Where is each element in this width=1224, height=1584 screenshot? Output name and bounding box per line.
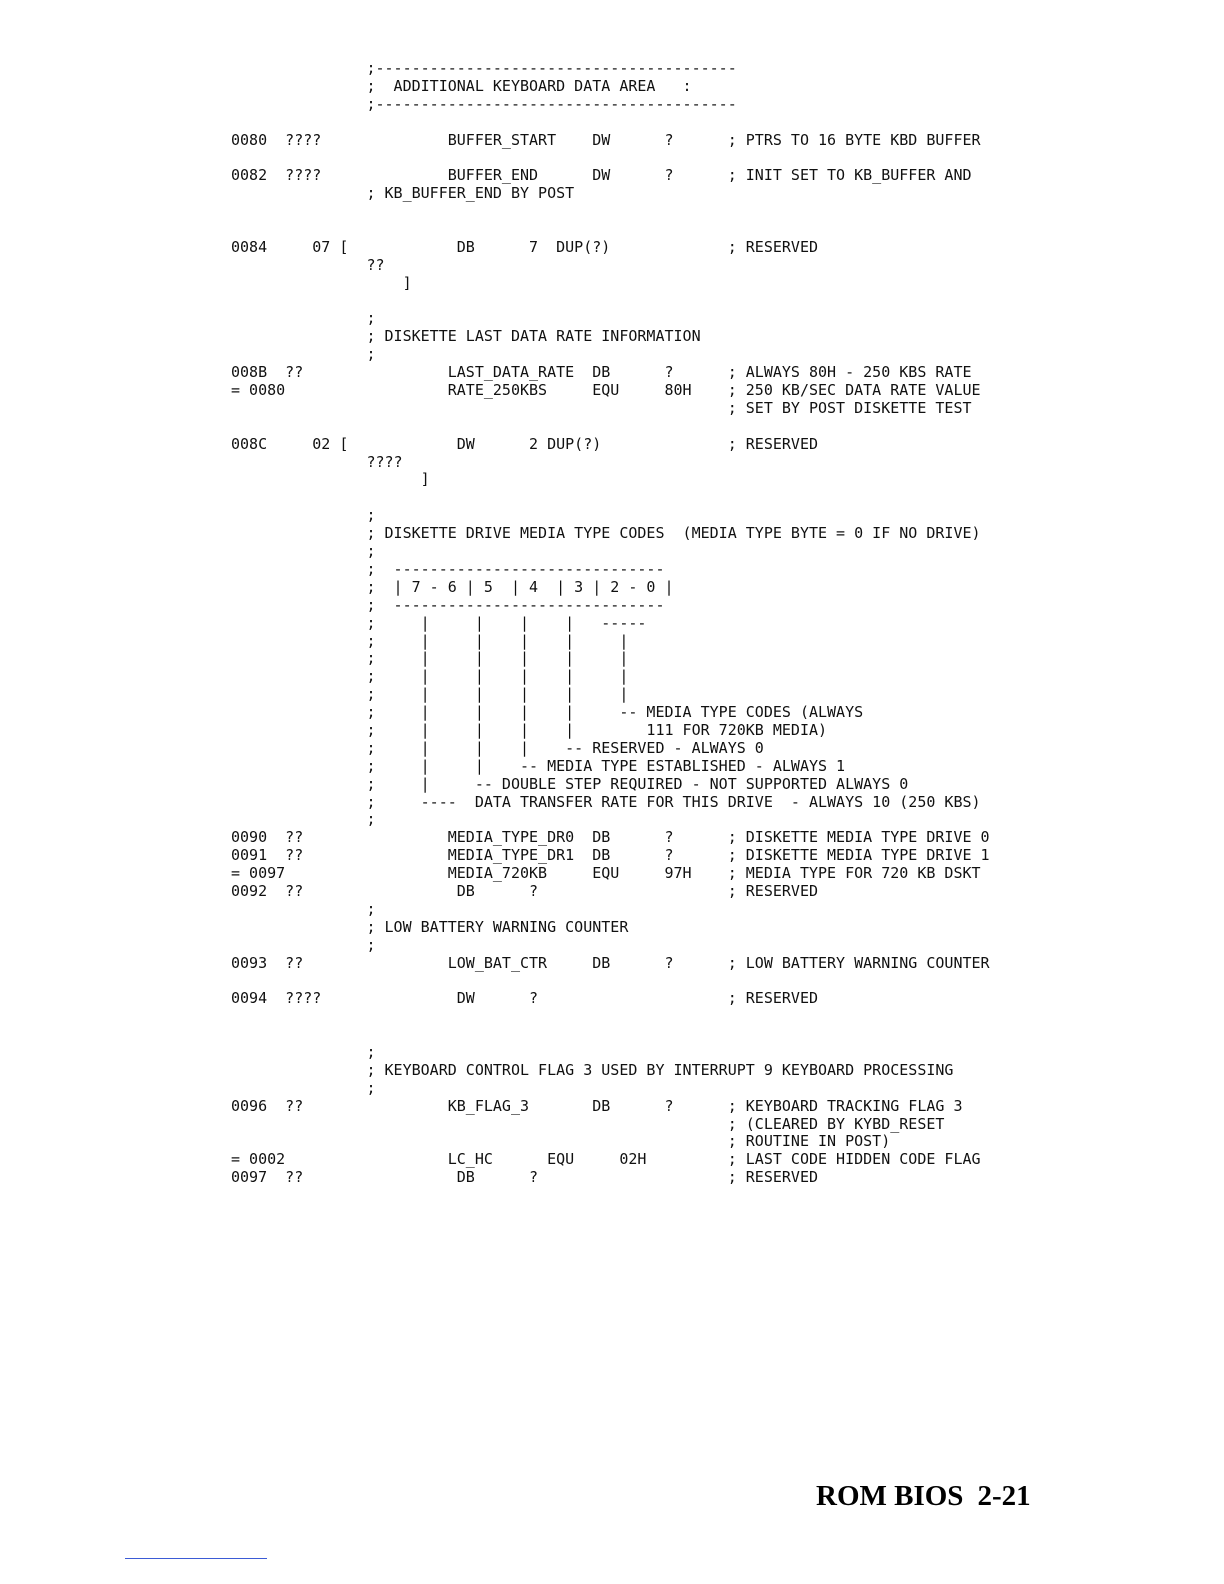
listing-line: ; [231, 1042, 376, 1061]
listing-line: ; DISKETTE DRIVE MEDIA TYPE CODES (MEDIA TYPE BYTE = 0 IF NO DRIVE) [231, 524, 981, 543]
listing-line: ?? [231, 255, 385, 274]
listing-line: ] [231, 470, 430, 489]
listing-line: ; [231, 542, 376, 561]
listing-line: 0082 ???? BUFFER_END DW ? ; INIT SET TO KB_BUFFER AND [231, 166, 972, 185]
listing-line: ; [231, 935, 376, 954]
listing-line: ; SET BY POST DISKETTE TEST [231, 398, 972, 417]
listing-line: ; [231, 309, 376, 328]
blank-line [231, 114, 990, 132]
listing-line: ; | | | | | [231, 649, 629, 668]
blank-line [231, 1008, 990, 1026]
assembly-listing [231, 60, 990, 1187]
listing-line: ] [231, 273, 412, 292]
listing-line: ; ------------------------------ [231, 595, 665, 614]
blank-line [231, 489, 990, 507]
listing-line: ; | | | | | [231, 631, 629, 650]
blank-line [231, 149, 990, 167]
listing-line: ; [231, 810, 376, 829]
listing-line: ; ROUTINE IN POST) [231, 1132, 891, 1151]
listing-line: ; [231, 345, 376, 364]
listing-line: 0090 ?? MEDIA_TYPE_DR0 DB ? ; DISKETTE MEDIA TYPE DRIVE 0 [231, 828, 990, 847]
listing-line: 008B ?? LAST_DATA_RATE DB ? ; ALWAYS 80H - 250 KBS RATE [231, 363, 972, 382]
listing-line: 0093 ?? LOW_BAT_CTR DB ? ; LOW BATTERY WARNING COUNTER [231, 953, 990, 972]
listing-line: ;---------------------------------------- [231, 94, 737, 113]
listing-line: 0096 ?? KB_FLAG_3 DB ? ; KEYBOARD TRACKING FLAG 3 [231, 1096, 963, 1115]
listing-line: ; | | | | -- MEDIA TYPE CODES (ALWAYS [231, 703, 864, 722]
listing-line: = 0080 RATE_250KBS EQU 80H ; 250 KB/SEC DATA RATE VALUE [231, 381, 981, 400]
listing-line: 008C 02 [ DW 2 DUP(?) ; RESERVED [231, 434, 818, 453]
listing-line: ; | | | | | [231, 685, 629, 704]
listing-line: 0094 ???? DW ? ; RESERVED [231, 989, 818, 1008]
listing-line: ; | 7 - 6 | 5 | 4 | 3 | 2 - 0 | [231, 577, 674, 596]
listing-line: ; KB_BUFFER_END BY POST [231, 184, 575, 203]
blank-line [231, 972, 990, 990]
page-footer [816, 1480, 1031, 1513]
listing-line: ; [231, 506, 376, 525]
listing-line: ; | | -- MEDIA TYPE ESTABLISHED - ALWAYS 1 [231, 756, 846, 775]
listing-line: ; KEYBOARD CONTROL FLAG 3 USED BY INTERRUPT 9 KEYBOARD PROCESSING [231, 1060, 954, 1079]
blank-line [231, 293, 990, 311]
listing-line: 0091 ?? MEDIA_TYPE_DR1 DB ? ; DISKETTE MEDIA TYPE DRIVE 1 [231, 846, 990, 865]
listing-line: ; LOW BATTERY WARNING COUNTER [231, 917, 629, 936]
listing-line: ; ADDITIONAL KEYBOARD DATA AREA : [231, 76, 692, 95]
footer-rule [125, 1558, 267, 1559]
listing-line: ; (CLEARED BY KYBD_RESET [231, 1114, 945, 1133]
blank-line [231, 1026, 990, 1044]
listing-line: ; ------------------------------ [231, 559, 665, 578]
listing-line: ???? [231, 452, 403, 471]
blank-line [231, 418, 990, 436]
listing-line: ; | | | | 111 FOR 720KB MEDIA) [231, 720, 828, 739]
listing-line: 0084 07 [ DB 7 DUP(?) ; RESERVED [231, 237, 818, 256]
blank-line [231, 221, 990, 239]
listing-line: 0092 ?? DB ? ; RESERVED [231, 881, 818, 900]
listing-line: ; | -- DOUBLE STEP REQUIRED - NOT SUPPORTED ALWAYS 0 [231, 774, 909, 793]
page-number: 2-21 [977, 1480, 1031, 1512]
footer-title: ROM BIOS [816, 1480, 964, 1512]
listing-line: ; [231, 899, 376, 918]
listing-line: ; | | | -- RESERVED - ALWAYS 0 [231, 738, 764, 757]
listing-line: ; ---- DATA TRANSFER RATE FOR THIS DRIVE - ALWAYS 10 (250 KBS) [231, 792, 981, 811]
listing-line: ;---------------------------------------- [231, 59, 737, 77]
listing-line: ; DISKETTE LAST DATA RATE INFORMATION [231, 327, 701, 346]
blank-line [231, 203, 990, 221]
listing-line: 0097 ?? DB ? ; RESERVED [231, 1168, 818, 1187]
listing-line: = 0002 LC_HC EQU 02H ; LAST CODE HIDDEN CODE FLAG [231, 1150, 981, 1169]
listing-line: ; [231, 1078, 376, 1097]
listing-line: 0080 ???? BUFFER_START DW ? ; PTRS TO 16 BYTE KBD BUFFER [231, 130, 981, 149]
listing-line: = 0097 MEDIA_720KB EQU 97H ; MEDIA TYPE FOR 720 KB DSKT [231, 864, 981, 883]
listing-line: ; | | | | ----- [231, 613, 647, 632]
listing-line: ; | | | | | [231, 667, 629, 686]
